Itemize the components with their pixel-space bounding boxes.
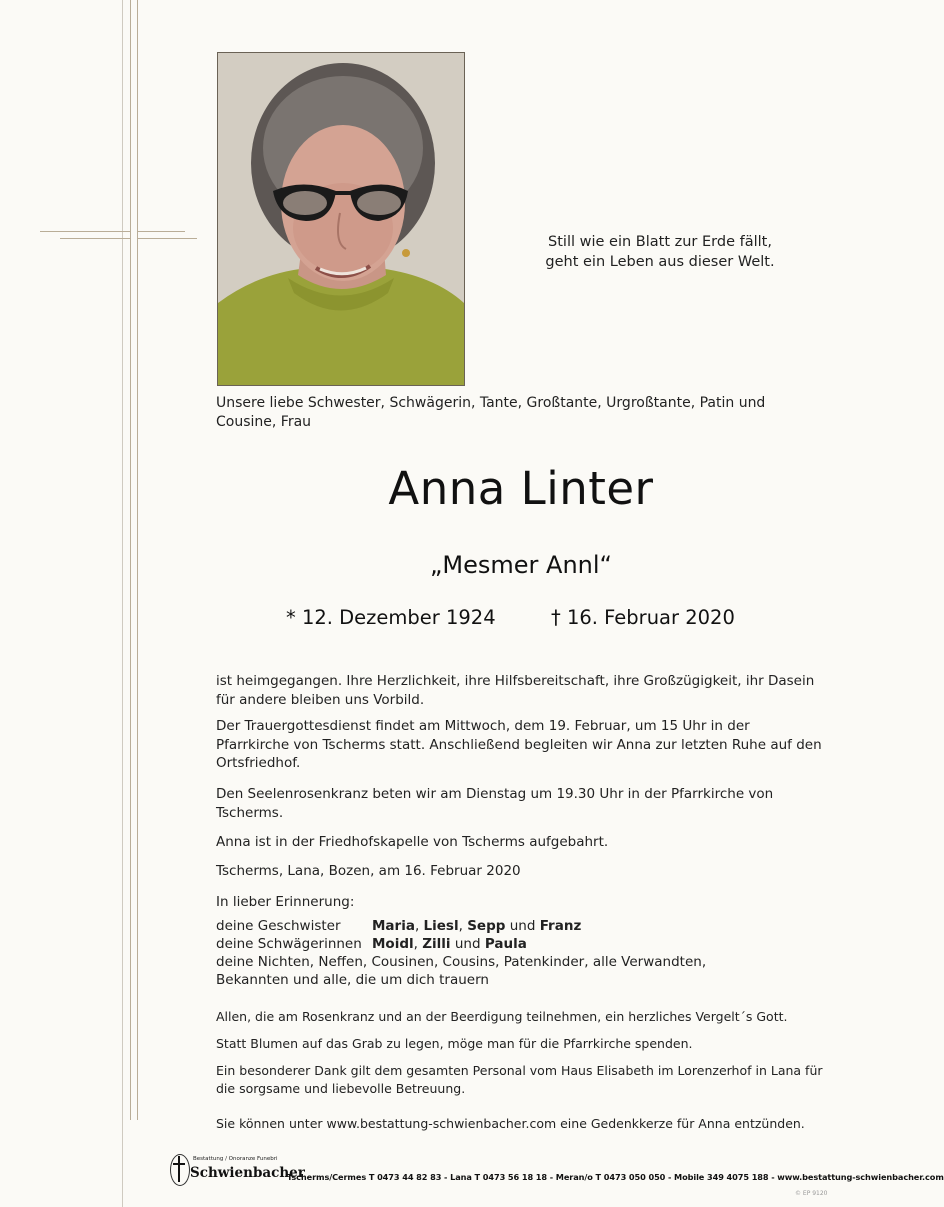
memorial-quote — [500, 232, 820, 272]
funeral-home-logo — [170, 1150, 305, 1190]
mourner-others: deine Nichten, Neffen, Cousinen, Cousins, Patenkinder, alle Verwandten, — [216, 954, 707, 970]
mourner-label: deine Geschwister — [216, 918, 341, 934]
intro-text: Unsere liebe Schwester, Schwägerin, Tante, Großtante, Urgroßtante, Patin und Cousine, Frau — [216, 395, 766, 430]
closing-text: Sie können unter www.bestattung-schwienbacher.com eine Gedenkkerze für Anna entzünden. — [216, 1116, 805, 1131]
logo-company-name: Schwienbacher — [190, 1165, 305, 1181]
logo-tagline: Bestattung / Onoranze Funebri — [193, 1156, 278, 1162]
mourner-label: deine Schwägerinnen — [216, 936, 362, 952]
life-dates — [216, 606, 826, 636]
quote-line: Still wie ein Blatt zur Erde fällt, — [548, 234, 772, 250]
paragraph: Den Seelenrosenkranz beten wir am Dienstag um 19.30 Uhr in der Pfarrkirche von Tscherms. — [216, 786, 774, 821]
portrait-photo — [217, 52, 465, 386]
deceased-nickname: „Mesmer Annl“ — [430, 551, 612, 579]
mourner-row — [216, 917, 826, 935]
cross-vertical-line — [130, 0, 131, 1120]
mourner-names: Maria, Liesl, Sepp und Franz — [372, 918, 582, 934]
print-code: © EP 9120 — [795, 1190, 828, 1197]
cross-vertical-line — [137, 0, 138, 1120]
closing-text: Statt Blumen auf das Grab zu legen, möge man für die Pfarrkirche spenden. — [216, 1036, 693, 1051]
mourner-row — [216, 935, 826, 953]
mourner-others: Bekannten und alle, die um dich trauern — [216, 972, 489, 988]
birth-date: * 12. Dezember 1924 — [286, 606, 496, 629]
cross-horizontal-line — [40, 231, 130, 232]
contact-line: Tscherms/Cermes T 0473 44 82 83 - Lana T 0473 56 18 18 - Meran/o T 0473 050 050 - Mobile 349 4075 188 - www.bestattung-schwienbacher.com — [287, 1172, 944, 1182]
paragraph: Anna ist in der Friedhofskapelle von Tscherms aufgebahrt. — [216, 834, 609, 850]
death-date: † 16. Februar 2020 — [551, 606, 735, 629]
paragraph: Der Trauergottesdienst findet am Mittwoch, dem 19. Februar, um 15 Uhr in der Pfarrkirche von Tscherms statt. Anschließend begleiten wir Anna zur letzten Ruhe auf den Ortsfriedhof. — [216, 718, 822, 771]
cross-icon — [178, 1156, 180, 1182]
mourners-list — [216, 917, 826, 989]
quote-line: geht ein Leben aus dieser Welt. — [545, 254, 775, 270]
page-edge-line — [122, 0, 123, 1207]
closing-text: Allen, die am Rosenkranz und an der Beerdigung teilnehmen, ein herzliches Vergelt´s Gott. — [216, 1009, 788, 1024]
logo-ring-icon — [170, 1154, 190, 1186]
mourner-names: Moidl, Zilli und Paula — [372, 936, 527, 952]
cross-horizontal-line — [137, 238, 197, 239]
cross-horizontal-line — [60, 238, 130, 239]
funeral-home-footer — [170, 1148, 944, 1193]
paragraph: ist heimgegangen. Ihre Herzlichkeit, ihre Hilfsbereitschaft, ihre Großzügigkeit, ihr Dasein für andere bleiben uns Vorbild. — [216, 673, 815, 708]
cross-horizontal-line — [137, 231, 185, 232]
paragraph: In lieber Erinnerung: — [216, 894, 355, 910]
cross-icon — [173, 1163, 185, 1165]
paragraph: Tscherms, Lana, Bozen, am 16. Februar 2020 — [216, 863, 521, 879]
deceased-name: Anna Linter — [388, 462, 654, 515]
closing-text: Ein besonderer Dank gilt dem gesamten Personal vom Haus Elisabeth im Lorenzerhof in Lana für die sorgsame und liebevolle Betreuung. — [216, 1063, 823, 1096]
